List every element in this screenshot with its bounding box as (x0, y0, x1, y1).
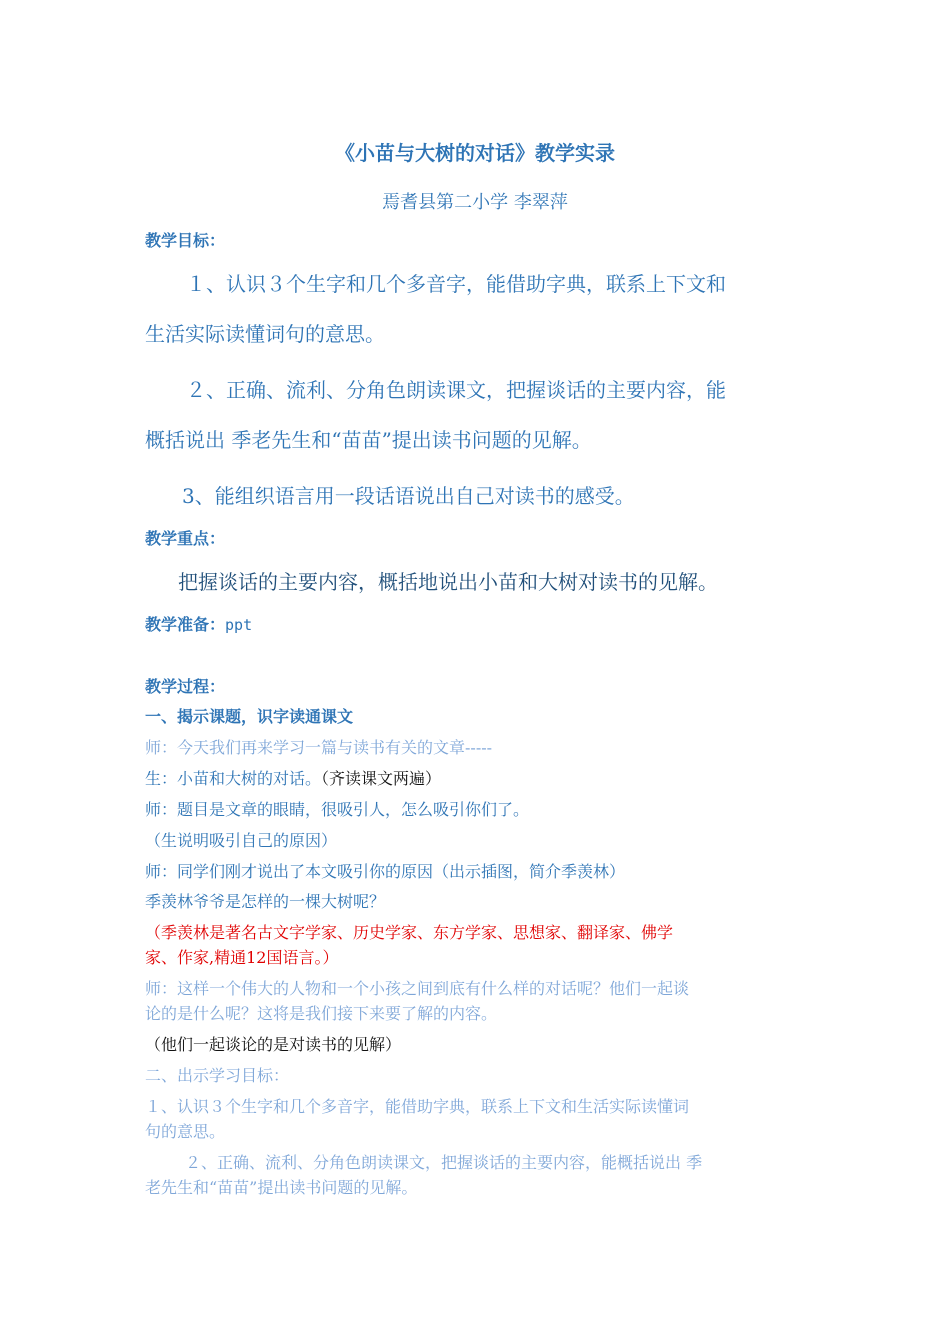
paragraph-teacher-4-line-2: 论的是什么呢？这将是我们接下来要了解的内容。 (145, 1004, 498, 1023)
paragraph-student-1 (145, 766, 441, 789)
key-heading: 教学重点： (145, 529, 226, 548)
document-title: 《小苗与大树的对话》教学实录 (335, 141, 615, 165)
goal-2-line-2: 概括说出 季老先生和“苗苗”提出读书问题的见解。 (145, 428, 592, 452)
author-line: 焉耆县第二小学 李翠萍 (382, 192, 568, 213)
section-2-heading: 二、出示学习目标： (145, 1066, 290, 1085)
goal-2-line-1: ２、正确、流利、分角色朗读课文，把握谈话的主要内容，能 (186, 378, 726, 402)
goal-list-2-line-1: ２、正确、流利、分角色朗读课文，把握谈话的主要内容，能概括说出 季 (185, 1153, 703, 1172)
prep-value: ppt (225, 616, 253, 634)
paragraph-bio-line-1: （季羡林是著名古文字学家、历史学家、东方学家、思想家、翻译家、佛学 (145, 923, 674, 942)
paragraph-teacher-2: 师：题目是文章的眼睛，很吸引人，怎么吸引你们了。 (145, 800, 530, 819)
paragraph-bio-line-2: 家、作家,精通12国语言。） (145, 948, 339, 967)
paragraph-teacher-1: 师：今天我们再来学习一篇与读书有关的文章----- (145, 738, 493, 757)
process-heading: 教学过程： (145, 677, 226, 696)
paragraph-teacher-4-line-1: 师：这样一个伟大的人物和一个小孩之间到底有什么样的对话呢？他们一起谈 (145, 979, 690, 998)
paragraph-teacher-3: 师：同学们刚才说出了本文吸引你的原因（出示插图，简介季羡林） (145, 862, 626, 881)
key-text: 把握谈话的主要内容，概括地说出小苗和大树对读书的见解。 (178, 570, 718, 594)
prep-heading (145, 612, 252, 635)
paragraph-note-2: （他们一起谈论的是对读书的见解） (145, 1035, 402, 1054)
paragraph-note-1: （生说明吸引自己的原因） (145, 831, 338, 850)
paragraph-question: 季羡林爷爷是怎样的一棵大树呢？ (145, 892, 386, 911)
goal-list-2-line-2: 老先生和“苗苗”提出读书问题的见解。 (145, 1178, 418, 1197)
student-note: （齐读课文两遍） (321, 769, 442, 788)
section-1-heading: 一、揭示课题，识字读通课文 (145, 707, 354, 726)
prep-label: 教学准备： (145, 615, 226, 634)
student-line: 生：小苗和大树的对话。 (145, 769, 322, 788)
goal-1-line-1: １、认识３个生字和几个多音字，能借助字典，联系上下文和 (186, 272, 726, 296)
goal-list-1-line-1: １、认识３个生字和几个多音字，能借助字典，联系上下文和生活实际读懂词 (145, 1097, 690, 1116)
goal-3: 3、能组织语言用一段话语说出自己对读书的感受。 (182, 484, 635, 508)
goal-1-line-2: 生活实际读懂词句的意思。 (145, 322, 385, 346)
goals-heading: 教学目标： (145, 231, 226, 250)
goal-list-1-line-2: 句的意思。 (145, 1122, 226, 1141)
